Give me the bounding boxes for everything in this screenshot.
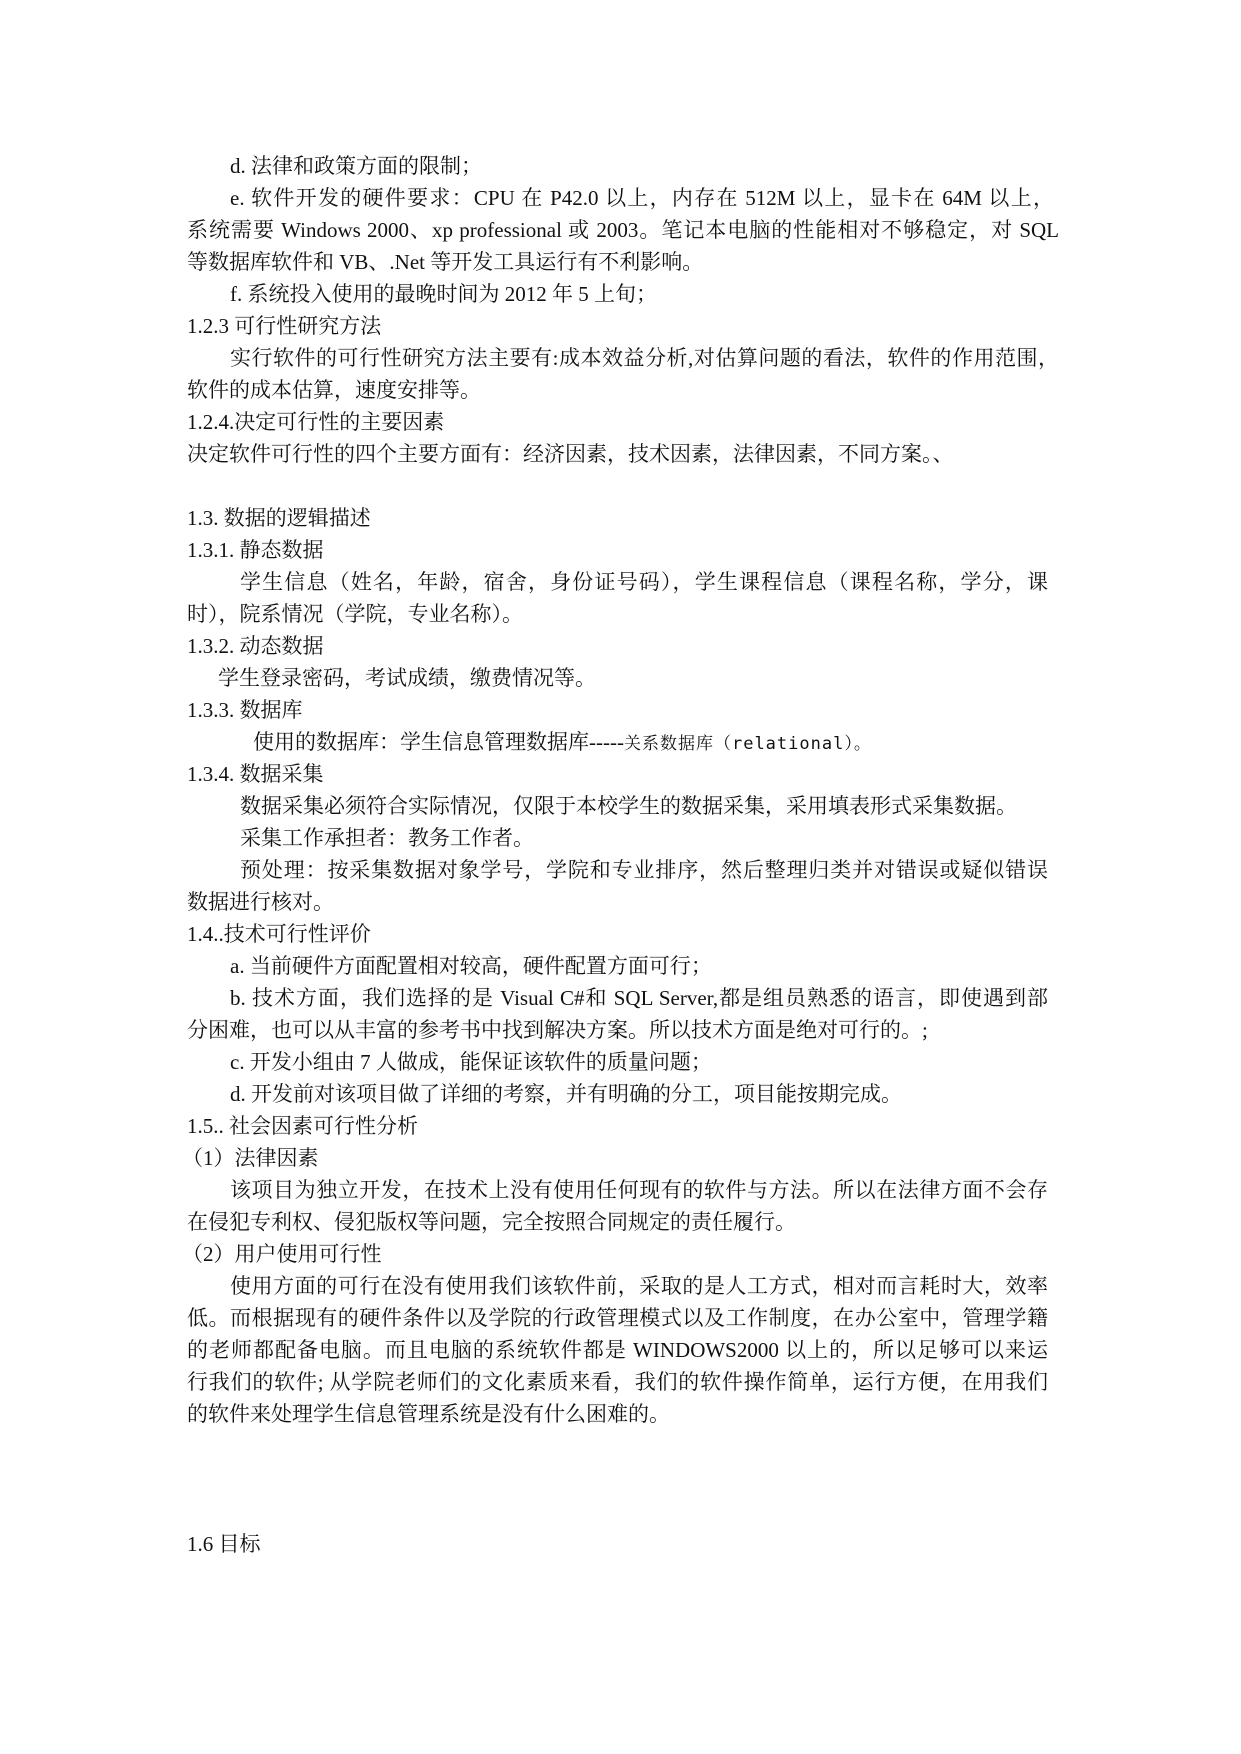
section-heading: 1.3. 数据的逻辑描述 xyxy=(187,506,371,530)
text-line: 预处理：按采集数据对象学号，学院和专业排序，然后整理归类并对错误或疑似错误 xyxy=(240,858,1048,882)
text-line: 实行软件的可行性研究方法主要有:成本效益分析,对估算问题的看法，软件的作用范围， xyxy=(230,346,1059,370)
text-line: e. 软件开发的硬件要求：CPU 在 P42.0 以上，内存在 512M 以上，显卡在 64M 以上， xyxy=(230,186,1054,210)
text-line: 系统需要 Windows 2000、xp professional 或 2003。笔记本电脑的性能相对不够稳定，对 SQL xyxy=(187,218,1059,242)
text-line: 该项目为独立开发，在技术上没有使用任何现有的软件与方法。所以在法律方面不会存 xyxy=(230,1178,1048,1202)
text-line: b. 技术方面，我们选择的是 Visual C#和 SQL Server,都是组员熟悉的语言，即使遇到部 xyxy=(230,986,1048,1010)
text-line: 的软件来处理学生信息管理系统是没有什么困难的。 xyxy=(187,1402,670,1426)
text-line xyxy=(253,727,872,759)
section-heading: 1.6 目标 xyxy=(187,1532,261,1556)
section-heading: 1.3.4. 数据采集 xyxy=(187,762,324,786)
text-line: 学生登录密码，考试成绩，缴费情况等。 xyxy=(218,666,596,690)
text-line: a. 当前硬件方面配置相对较高，硬件配置方面可行； xyxy=(230,954,712,978)
section-heading: 1.2.4.决定可行性的主要因素 xyxy=(187,410,445,434)
text-line: 行我们的软件; 从学院老师们的文化素质来看，我们的软件操作简单，运行方便，在用我们 xyxy=(187,1370,1048,1394)
subsection-heading: （2）用户使用可行性 xyxy=(182,1242,382,1266)
text-line: 学生信息（姓名，年龄，宿舍，身份证号码），学生课程信息（课程名称，学分，课 xyxy=(240,570,1048,594)
text-line: 时），院系情况（学院，专业名称）。 xyxy=(187,602,523,626)
text-line: 软件的成本估算，速度安排等。 xyxy=(187,378,481,402)
text-line: d. 法律和政策方面的限制； xyxy=(230,154,482,178)
section-heading: 1.4..技术可行性评价 xyxy=(187,922,371,946)
text-line: 的老师都配备电脑。而且电脑的系统软件都是 WINDOWS2000 以上的，所以足够可以来运 xyxy=(187,1338,1048,1362)
text-line: f. 系统投入使用的最晚时间为 2012 年 5 上旬； xyxy=(230,282,657,306)
subsection-heading: （1）法律因素 xyxy=(182,1146,319,1170)
text-line: 等数据库软件和 VB、.Net 等开发工具运行有不利影响。 xyxy=(187,250,704,274)
section-heading: 1.5.. 社会因素可行性分析 xyxy=(187,1114,418,1138)
text-line: 数据采集必须符合实际情况，仅限于本校学生的数据采集，采用填表形式采集数据。 xyxy=(240,794,1017,818)
text-line: c. 开发小组由 7 人做成，能保证该软件的质量问题； xyxy=(230,1050,712,1074)
section-heading: 1.3.2. 动态数据 xyxy=(187,634,324,658)
text-line: 在侵犯专利权、侵犯版权等问题，完全按照合同规定的责任履行。 xyxy=(187,1210,796,1234)
text-line: 分困难，也可以从丰富的参考书中找到解决方案。所以技术方面是绝对可行的。; xyxy=(187,1018,928,1042)
section-heading: 1.2.3 可行性研究方法 xyxy=(187,314,382,338)
text-line: 使用方面的可行在没有使用我们该软件前，采取的是人工方式，相对而言耗时大，效率 xyxy=(230,1274,1048,1298)
text-line: 决定软件可行性的四个主要方面有：经济因素，技术因素，法律因素，不同方案。、 xyxy=(187,442,954,466)
text-line: 数据进行核对。 xyxy=(187,890,334,914)
database-label: 使用的数据库：学生信息管理数据库----- xyxy=(253,730,624,754)
database-type: 关系数据库（relational）。 xyxy=(623,734,872,754)
section-heading: 1.3.1. 静态数据 xyxy=(187,538,324,562)
text-line: 低。而根据现有的硬件条件以及学院的行政管理模式以及工作制度，在办公室中，管理学籍 xyxy=(187,1306,1048,1330)
section-heading: 1.3.3. 数据库 xyxy=(187,698,303,722)
text-line: 采集工作承担者：教务工作者。 xyxy=(240,826,534,850)
text-line: d. 开发前对该项目做了详细的考察，并有明确的分工，项目能按期完成。 xyxy=(230,1082,902,1106)
